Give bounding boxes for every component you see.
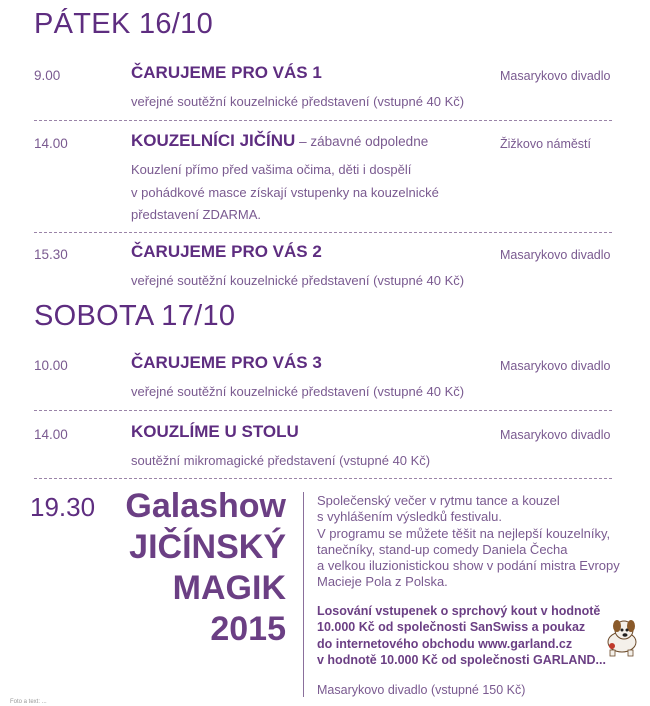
- divider: [34, 232, 612, 233]
- event-title: KOUZLÍME U STOLU: [131, 422, 299, 441]
- gala-lottery-info: Losování vstupenek o sprchový kout v hodnotě 10.000 Kč od společnosti SanSwiss a poukaz do internetového obchodu www.garland.cz v hodnotě 10.000 Kč od společnosti GARLAND...: [317, 604, 606, 667]
- event-title: ČARUJEME PRO VÁS 3: [131, 353, 322, 372]
- gala-time: 19.30: [30, 492, 96, 522]
- gala-description: Společenský večer v rytmu tance a kouzel s vyhlášením výsledků festivalu. V programu se můžete těšit na nejlepší kouzelníky, tanečníky, stand-up comedy Daniela Čecha a velkou iluzionistickou show v podání mistra Evropy Macieje Pola z Polska.: [317, 493, 620, 590]
- event-desc: veřejné soutěžní kouzelnické představení (vstupné 40 Kč): [131, 94, 465, 109]
- footer-credit: Foto a text: ...: [10, 699, 47, 705]
- event-title: KOUZELNÍCI JIČÍNU – zábavné odpoledne: [131, 131, 429, 150]
- event-place: Masarykovo divadlo: [500, 428, 611, 442]
- divider: [34, 478, 612, 479]
- event-place: Žižkovo náměstí: [500, 137, 592, 151]
- vertical-divider: [303, 492, 304, 697]
- event-desc: Kouzlení přímo před vašima očima, děti i dospělí v pohádkové masce získají vstupenky na kouzelnické představení ZDARMA.: [131, 162, 439, 222]
- event-time: 10.00: [34, 358, 68, 373]
- event-place: Masarykovo divadlo: [500, 359, 611, 373]
- divider: [34, 120, 612, 121]
- event-place: Masarykovo divadlo: [500, 69, 611, 83]
- event-time: 9.00: [34, 68, 61, 83]
- event-time: 14.00: [34, 427, 68, 442]
- divider: [34, 410, 612, 411]
- event-desc: veřejné soutěžní kouzelnické představení (vstupné 40 Kč): [131, 384, 465, 399]
- event-desc: veřejné soutěžní kouzelnické představení (vstupné 40 Kč): [131, 273, 465, 288]
- gala-place: Masarykovo divadlo (vstupné 150 Kč): [317, 683, 526, 697]
- event-title: ČARUJEME PRO VÁS 2: [131, 242, 322, 261]
- day-title-saturday: SOBOTA 17/10: [34, 300, 236, 332]
- event-time: 14.00: [34, 136, 68, 151]
- event-place: Masarykovo divadlo: [500, 248, 611, 262]
- gala-title: Galashow JIČÍNSKÝ MAGIK 2015: [125, 487, 286, 648]
- event-desc: soutěžní mikromagické představení (vstupné 40 Kč): [131, 453, 431, 468]
- day-title-friday: PÁTEK 16/10: [34, 8, 214, 40]
- event-time: 15.30: [34, 247, 68, 262]
- dog-mascot-icon: [598, 612, 646, 660]
- event-title: ČARUJEME PRO VÁS 1: [131, 63, 322, 82]
